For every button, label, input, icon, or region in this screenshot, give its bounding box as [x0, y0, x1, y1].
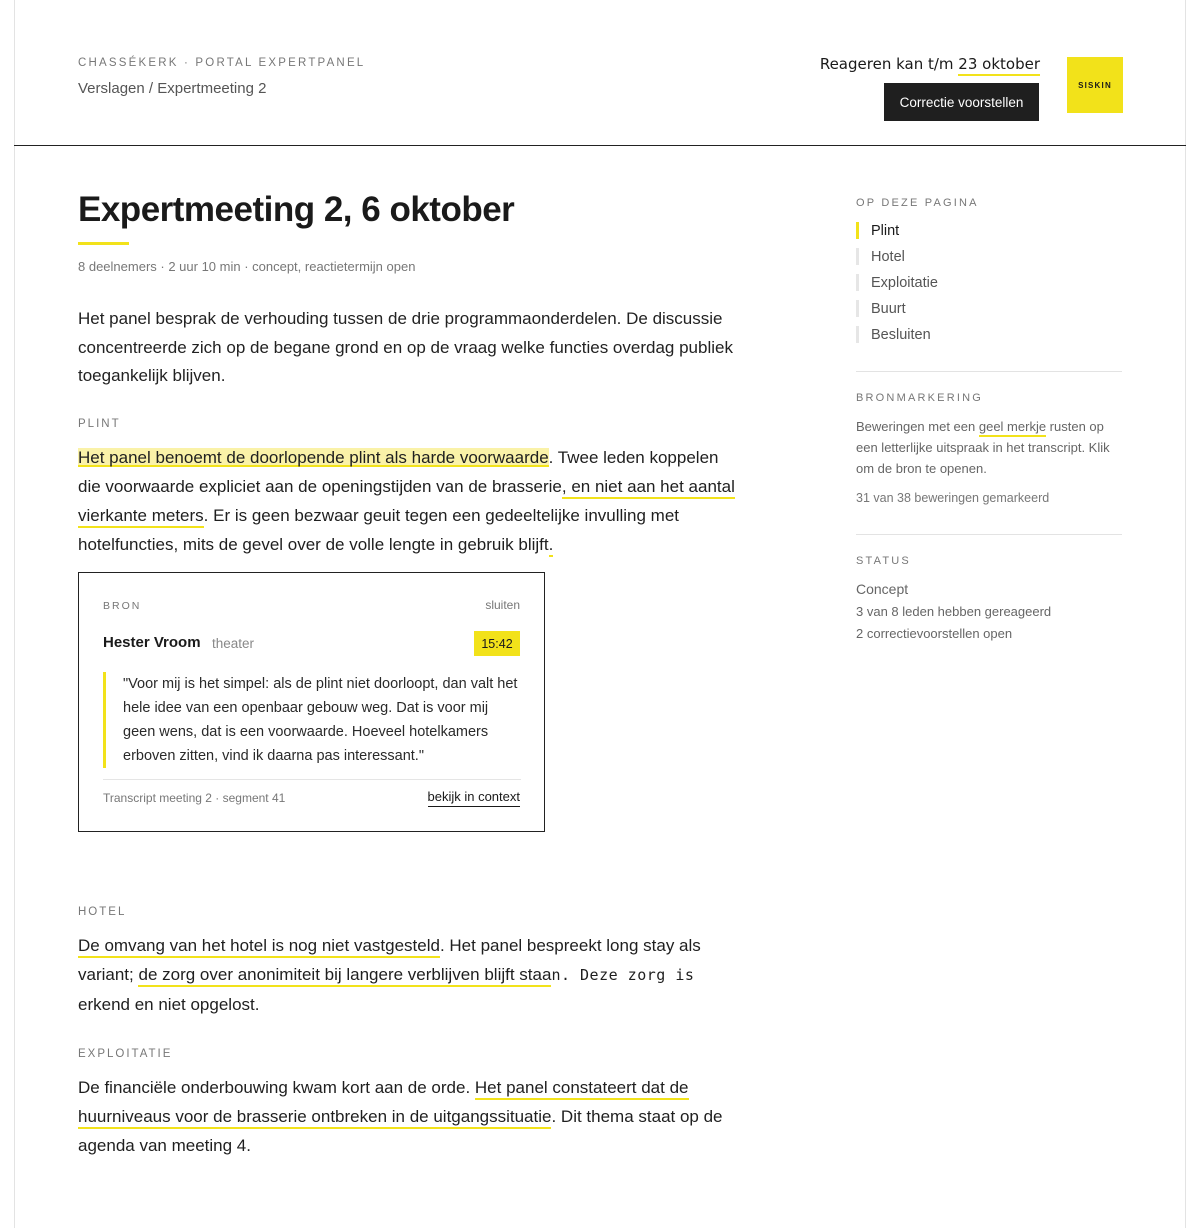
timestamp-badge[interactable]: 15:42 — [474, 631, 520, 656]
status-label: STATUS — [856, 555, 911, 567]
marked-claims-count: 31 van 38 beweringen gemarkeerd — [856, 491, 1050, 505]
toc-item-buurt[interactable]: Buurt — [856, 299, 1122, 325]
paragraph-text: . Twee leden koppelen die voorwaarde expliciet aan de openingstijden van de brasserie — [78, 448, 719, 496]
bron-explanation — [856, 416, 1122, 479]
toc-item-exploitatie[interactable]: Exploitatie — [856, 273, 1122, 299]
close-source-button[interactable]: sluiten — [485, 598, 520, 612]
speaker-role: theater — [212, 636, 255, 651]
paragraph-hotel — [78, 931, 738, 1019]
deadline-date: 23 oktober — [958, 55, 1040, 76]
status-concept: Concept — [856, 581, 909, 597]
section-label-plint: PLINT — [78, 418, 121, 430]
article-meta: 8 deelnemers · 2 uur 10 min · concept, reactietermijn open — [78, 259, 416, 274]
sourced-claim[interactable]: De omvang van het hotel is nog niet vastgesteld — [78, 936, 440, 958]
sourced-claim[interactable]: Het panel constateert dat de huurniveaus voor de brasserie ontbreken in de uitgangssituatie — [78, 1078, 689, 1129]
sidebar-divider — [856, 534, 1122, 535]
toc-item-besluiten[interactable]: Besluiten — [856, 325, 1122, 351]
deadline-prefix: Reageren kan t/m — [819, 55, 959, 73]
logo-text: SISKIN — [1078, 80, 1112, 90]
marker-example: geel merkje — [979, 419, 1046, 437]
sourced-claim[interactable]: , en niet aan het aantal vierkante meters — [78, 477, 735, 528]
paragraph-text: . Het panel bespreekt long stay als variant; — [78, 936, 701, 984]
paragraph-exploitatie — [78, 1073, 738, 1160]
status-responses: 3 van 8 leden hebben gereageerd — [856, 604, 1052, 619]
toc-item-hotel[interactable]: Hotel — [856, 247, 1122, 273]
intro-paragraph: Het panel besprak de verhouding tussen de drie programmaonderdelen. De discussie concentreerde zich op de begane grond en op de vraag welke functies overdag publiek toegankelijk blijven. — [78, 309, 733, 385]
sourced-claim[interactable]: . — [549, 535, 554, 557]
toc-item-plint[interactable]: Plint — [856, 221, 1122, 247]
toc-label: OP DEZE PAGINA — [856, 197, 979, 209]
title-accent-rule — [78, 242, 129, 245]
paragraph-text: De financiële onderbouwing kwam kort aan de orde. — [78, 1078, 475, 1097]
paragraph-text-mono: n. Deze zorg is — [551, 966, 695, 984]
top-bar — [14, 0, 1186, 146]
card-divider — [103, 779, 521, 780]
source-quote: "Voor mij is het simpel: als de plint niet doorloopt, dan valt het hele idee van een openbaar gebouw weg. Dat is voor mij geen wens, dat is een voorwaarde. Hoeveel hotelkamers erboven zitten, vind ik daarna pas interessant." — [103, 672, 521, 768]
paragraph-plint — [78, 443, 738, 559]
sourced-claim[interactable]: de zorg over anonimiteit bij langere verblijven blijft staa — [138, 965, 551, 987]
bron-text: Beweringen met een — [856, 419, 979, 434]
section-label-exploitatie: EXPLOITATIE — [78, 1048, 173, 1060]
siskin-logo[interactable] — [1067, 57, 1123, 113]
paragraph-text: . Er is geen bezwaar geuit tegen een gedeeltelijke invulling met hotelfuncties, mits de gevel over de volle lengte in gebruik blijft — [78, 506, 680, 554]
transcript-reference: Transcript meeting 2 · segment 41 — [103, 791, 286, 805]
status-corrections: 2 correctievoorstellen open — [856, 626, 1013, 641]
speaker-name: Hester Vroom — [103, 634, 201, 651]
page-title: Expertmeeting 2, 6 oktober — [78, 190, 515, 229]
view-in-context-link[interactable]: bekijk in context — [428, 789, 521, 807]
breadcrumb: Verslagen / Expertmeeting 2 — [78, 80, 267, 97]
sidebar-divider — [856, 371, 1122, 372]
bron-text: rusten op een letterlijke uitspraak in het transcript. Klik om de bron te openen. — [856, 419, 1110, 476]
bron-label: BRONMARKERING — [856, 392, 983, 404]
paragraph-text: . Dit thema staat op de agenda van meeting 4. — [78, 1107, 723, 1155]
propose-correction-button[interactable]: Correctie voorstellen — [884, 83, 1039, 121]
paragraph-text: erkend en niet opgelost. — [78, 995, 260, 1014]
source-card-label: BRON — [103, 600, 142, 612]
sourced-claim-active[interactable]: Het panel benoemt de doorlopende plint als harde voorwaarde — [78, 448, 549, 467]
table-of-contents — [856, 221, 1122, 351]
response-deadline — [820, 55, 1040, 73]
source-card — [78, 572, 545, 832]
section-label-hotel: HOTEL — [78, 906, 127, 918]
org-name: CHASSÉKERK · PORTAL EXPERTPANEL — [78, 57, 366, 69]
